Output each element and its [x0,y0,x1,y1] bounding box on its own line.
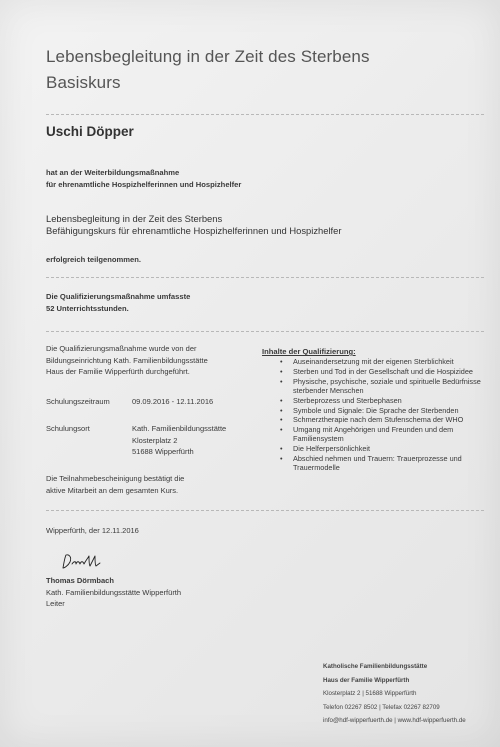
course-line-2: Befähigungskurs für ehrenamtliche Hospizhelferinnen und Hospizhelfer [46,225,342,236]
contents-item: • Auseinandersetzung mit der eigenen Sterblichkeit [262,358,484,367]
divider-3 [46,331,484,332]
signatory-role: Leiter [46,599,65,608]
footer-org-2: Haus der Familie Wipperfürth [323,676,410,684]
certificate-title [46,44,370,96]
scope-line-2: 52 Unterrichtsstunden. [46,303,129,313]
period-label: Schulungszeitraum [46,397,110,406]
signature-image [60,552,102,572]
scope-text [46,291,190,314]
place-label: Schulungsort [46,424,90,433]
confirmation-text [46,473,184,496]
footer-phone: Telefon 02267 8502 | Telefax 02267 82709 [323,703,440,711]
place-line-1: Kath. Familienbildungsstätte [132,424,227,433]
course-title [46,213,341,237]
footer-org-1: Katholische Familienbildungsstätte [323,663,428,670]
place-line-2: Klosterplatz 2 [132,435,178,445]
details-intro-line-3: Haus der Familie Wipperfürth durchgeführt. [46,367,190,376]
intro-line-1: hat an der Weiterbildungsmaßnahme [46,168,180,177]
divider-1 [46,114,484,115]
contents-heading: Inhalte der Qualifizierung: [262,347,356,356]
footer-web: info@hdf-wipperfuerth.de | www.hdf-wipperfuerth.de [323,717,466,724]
place-line-3: 51688 Wipperfürth [132,447,194,456]
course-line-1: Lebensbegleitung in der Zeit des Sterbens [46,213,223,224]
title-line-1: Lebensbegleitung in der Zeit des Sterbens [46,47,370,66]
confirmation-line-2: aktive Mitarbeit an dem gesamten Kurs. [46,485,179,495]
intro-text [46,167,241,190]
contents-list [262,358,484,473]
contents-item: • Sterbeprozess und Sterbephasen [262,397,484,406]
contents-item: • Schmerztherapie nach dem Stufenschema der WHO [262,416,484,425]
participant-name: Uschi Döpper [46,124,134,139]
footer-address-line: Klosterplatz 2 | 51688 Wipperfürth [323,690,417,697]
place-date: Wipperfürth, der 12.11.2016 [46,526,139,535]
confirmation-line-1: Die Teilnahmebescheinigung bestätigt die [46,474,185,483]
signatory-block [46,575,181,610]
contents-section [262,347,484,474]
signatory-name: Thomas Dörmbach [46,576,114,585]
contents-item: • Sterben und Tod in der Gesellschaft und die Hospizidee [262,368,484,377]
contents-item: • Abschied nehmen und Trauern: Trauerprozesse und Trauermodelle [262,455,484,473]
contents-item: • Die Helferpersönlichkeit [262,445,484,454]
scope-line-1: Die Qualifizierungsmaßnahme umfasste [46,292,191,301]
completion-text: erfolgreich teilgenommen. [46,255,141,264]
signatory-org: Kath. Familienbildungsstätte Wipperfürth [46,587,182,597]
place-value [132,423,226,458]
footer-address [323,660,466,728]
divider-2 [46,277,484,278]
intro-line-2: für ehrenamtliche Hospizhelferinnen und Hospizhelfer [46,179,242,189]
title-line-2: Basiskurs [46,73,121,92]
details-intro-line-1: Die Qualifizierungsmaßnahme wurde von der [46,344,197,353]
contents-item: • Umgang mit Angehörigen und Freunden und dem Familiensystem [262,426,484,444]
contents-item: • Physische, psychische, soziale und spirituelle Bedürfnisse sterbender Menschen [262,378,484,396]
details-intro [46,343,208,378]
divider-4 [46,510,484,511]
details-intro-line-2: Bildungseinrichtung Kath. Familienbildungsstätte [46,355,208,365]
period-value: 09.09.2016 - 12.11.2016 [132,397,214,406]
contents-item: • Symbole und Signale: Die Sprache der Sterbenden [262,407,484,416]
